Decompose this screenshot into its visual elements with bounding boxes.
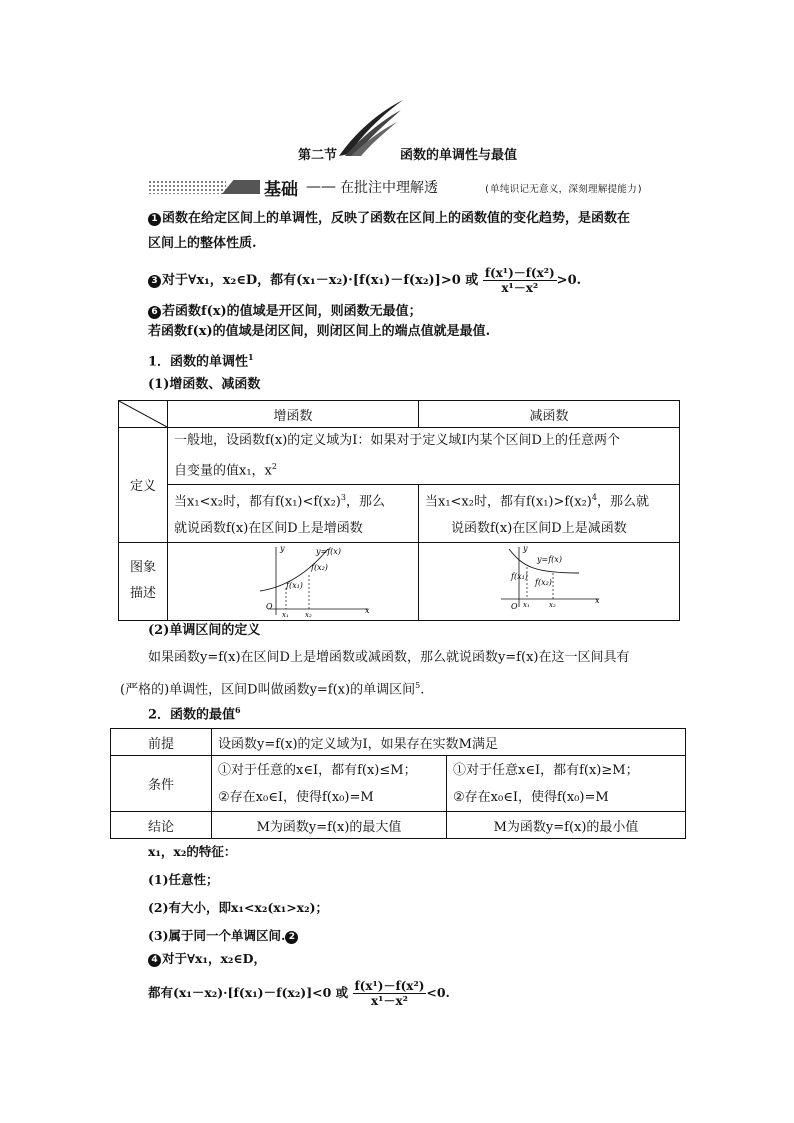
note-4: 4 对于∀x₁，x₂∈D， xyxy=(148,946,688,971)
section1-sub2: (2)单调区间的定义 xyxy=(148,623,261,638)
svg-text:y: y xyxy=(280,544,285,554)
condition-min: ①对于任意x∈I，都有f(x)≥M； ②存在x₀∈I，使得f(x₀)=M xyxy=(447,756,686,812)
svg-text:O: O xyxy=(266,602,273,612)
row-definition: 定义 xyxy=(119,428,168,543)
premise-text: 设函数y=f(x)的定义域为I，如果存在实数M满足 xyxy=(212,729,686,756)
banner-subtitle: 在批注中理解透 xyxy=(340,180,438,196)
note-6: 6 若函数f(x)的值域是开区间，则函数无最值； 若函数f(x)的值域是闭区间，则闭区间上的端点值就是最值. xyxy=(148,304,491,339)
banner-main: 基础 xyxy=(264,180,298,200)
monotonicity-table xyxy=(118,400,680,621)
svg-text:x₂: x₂ xyxy=(305,611,312,620)
swoosh-logo-icon xyxy=(335,96,407,160)
section-title: 函数的单调性与最值 xyxy=(400,148,518,163)
banner-bar xyxy=(222,180,260,194)
note-marker-icon: 1 xyxy=(148,213,161,226)
banner-dots xyxy=(148,180,226,194)
svg-text:x₁: x₁ xyxy=(523,601,530,610)
extremum-table xyxy=(110,728,686,839)
footnote-marker-icon: 3 xyxy=(340,493,346,503)
conclusion-label: 结论 xyxy=(111,812,212,839)
definition-common: 一般地，设函数f(x)的定义域为I：如果对于定义域I内某个区间D上的任意两个 自变量的值x₁，$x^2$ xyxy=(168,428,680,485)
banner-note: (单纯识记无意义，深刻理解提能力) xyxy=(484,184,644,195)
graph-decreasing xyxy=(419,542,680,620)
footnote-marker-icon: 4 xyxy=(591,493,597,503)
note-marker-icon: 2 xyxy=(285,931,298,944)
row-graph: 图象 描述 xyxy=(119,542,168,620)
definition-increasing: 当x₁<x₂时，都有$f(x_1)<f(x_2)^3$，那么 就说函数f(x)在区间D上是增函数 xyxy=(168,485,419,542)
footnote-marker-icon: 1 xyxy=(248,352,254,362)
section1-sub1: (1)增函数、减函数 xyxy=(148,377,261,392)
svg-text:x: x xyxy=(595,596,600,606)
conclusion-min: M为函数y=f(x)的最小值 xyxy=(447,812,686,839)
graph-increasing xyxy=(168,542,419,620)
section-number: 第二节 xyxy=(298,148,338,163)
svg-text:x₁: x₁ xyxy=(282,611,289,620)
svg-text:x₂: x₂ xyxy=(549,601,556,610)
section1-sub2-body: 如果函数y=f(x)在区间D上是增函数或减函数，那么就说函数y=f(x)在这一区间具有 (严格的)单调性，区间D叫做函数y=f(x)的单调区间$^5$. xyxy=(120,650,630,698)
footnote-marker-icon: 6 xyxy=(235,705,241,715)
diagonal-cell xyxy=(119,401,168,428)
svg-text:y=f(x): y=f(x) xyxy=(316,547,341,557)
svg-text:y=f(x): y=f(x) xyxy=(537,555,562,565)
svg-text:O: O xyxy=(511,602,518,612)
svg-text:f(x₁): f(x₁) xyxy=(511,572,528,582)
svg-text:y: y xyxy=(523,544,528,554)
col-increasing: 增函数 xyxy=(168,401,419,428)
definition-decreasing: 当x₁<x₂时，都有$f(x_1)>f(x_2)^4$，那么就 说函数f(x)在区间D上是减函数 xyxy=(419,485,680,542)
note-4-formula: 都有(x₁－x₂)·[f(x₁)－f(x₂)]<0 或 $\frac{\text{f(x¹)－f(x²)}}{\text{x¹－x²}}$ <0. xyxy=(148,979,450,1008)
note-marker-icon: 6 xyxy=(148,306,161,319)
premise-label: 前提 xyxy=(111,729,212,756)
svg-text:f(x₂): f(x₂) xyxy=(311,563,328,573)
condition-max: ①对于任意的x∈I，都有f(x)≤M； ②存在x₀∈I，使得f(x₀)=M xyxy=(212,756,447,812)
note-3: 3 对于∀x₁，x₂∈D，都有(x₁－x₂)·[f(x₁)－f(x₂)]>0 或 $\frac{\text{f(x¹)－f(x²)}}{\text{x¹－x²}}$ >0. xyxy=(148,266,688,296)
svg-text:x: x xyxy=(365,606,370,616)
svg-text:f(x₁): f(x₁) xyxy=(286,581,303,591)
banner-dash: —— xyxy=(306,177,336,195)
note-3-fraction: $\frac{\text{f(x¹)－f(x²)}}{\text{x¹－x²}}$ xyxy=(484,266,555,295)
section2-heading: 2．函数的最值$^6$ xyxy=(148,705,241,723)
conclusion-max: M为函数y=f(x)的最大值 xyxy=(212,812,447,839)
section1-heading: 1．函数的单调性$^1$ xyxy=(148,352,254,370)
svg-text:f(x₂): f(x₂) xyxy=(535,578,552,588)
note-4-fraction: $\frac{\text{f(x¹)－f(x²)}}{\text{x¹－x²}}$ xyxy=(354,979,425,1008)
footnote-marker-icon: 5 xyxy=(415,681,421,690)
condition-label: 条件 xyxy=(111,756,212,812)
note-2: x₁，x₂的特征： (1)任意性； (2)有大小，即x₁<x₂(x₁>x₂)； (3)属于同一个单调区间. 2 xyxy=(148,844,329,943)
note-marker-icon: 3 xyxy=(148,275,161,288)
note-marker-icon: 4 xyxy=(148,954,161,967)
col-decreasing: 减函数 xyxy=(419,401,680,428)
footnote-marker-icon: 2 xyxy=(271,462,277,471)
note-1: 1 函数在给定区间上的单调性，反映了函数在区间上的函数值的变化趋势，是函数在 区间上的整体性质. xyxy=(148,211,631,251)
